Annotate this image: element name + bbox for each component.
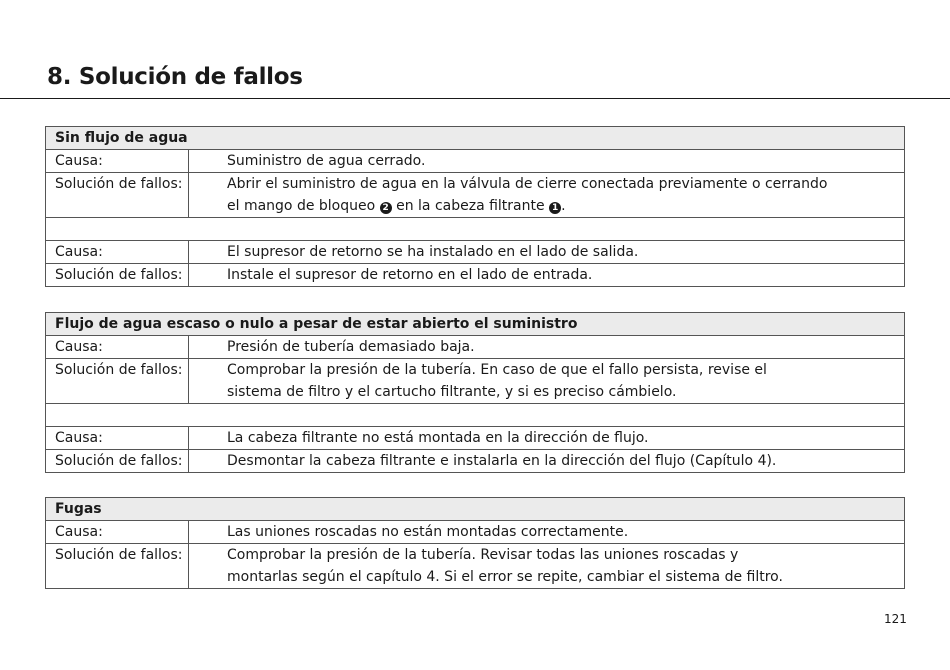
- row-label: Solución de fallos:: [46, 359, 189, 404]
- row-text-line: Comprobar la presión de la tubería. Revisar todas las uniones roscadas y: [227, 547, 739, 563]
- row-text-line: Comprobar la presión de la tubería. En caso de que el fallo persista, revise el: [227, 362, 767, 378]
- row-text: La cabeza filtrante no está montada en la dirección de flujo.: [189, 427, 905, 450]
- row-text: Desmontar la cabeza filtrante e instalarla en la dirección del flujo (Capítulo 4).: [189, 450, 905, 473]
- row-label: Causa:: [46, 150, 189, 173]
- spacer-cell: [46, 404, 905, 427]
- table-row: [46, 521, 905, 544]
- troubleshooting-table-leaks: [45, 497, 905, 589]
- table-row: [46, 544, 905, 589]
- row-text: [189, 173, 905, 218]
- spacer-row: [46, 404, 905, 427]
- row-label: Causa:: [46, 521, 189, 544]
- page-title: 8. Solución de fallos: [47, 64, 303, 90]
- row-label: Solución de fallos:: [46, 544, 189, 589]
- row-text-part: en la cabeza filtrante: [396, 198, 545, 214]
- section-header: Fugas: [46, 498, 905, 521]
- table-row: [46, 450, 905, 473]
- table-row: [46, 150, 905, 173]
- number-1-badge-icon: 1: [549, 202, 561, 214]
- troubleshooting-table-low-water-flow: [45, 312, 905, 473]
- row-text: [189, 359, 905, 404]
- section-header-row: [46, 313, 905, 336]
- row-label: Causa:: [46, 241, 189, 264]
- page-number: 121: [884, 612, 907, 626]
- table-row: [46, 359, 905, 404]
- row-label: Solución de fallos:: [46, 450, 189, 473]
- row-text-part: el mango de bloqueo: [227, 198, 376, 214]
- troubleshooting-table-no-water-flow: [45, 126, 905, 287]
- table-row: [46, 427, 905, 450]
- spacer-row: [46, 218, 905, 241]
- section-header-row: [46, 498, 905, 521]
- title-divider: [0, 98, 950, 99]
- row-text-part: .: [561, 198, 566, 214]
- row-text: El supresor de retorno se ha instalado en el lado de salida.: [189, 241, 905, 264]
- row-text-line: [227, 195, 904, 217]
- table-row: [46, 264, 905, 287]
- table-row: [46, 336, 905, 359]
- section-header: Flujo de agua escaso o nulo a pesar de estar abierto el suministro: [46, 313, 905, 336]
- row-label: Causa:: [46, 427, 189, 450]
- row-text: [189, 544, 905, 589]
- row-text-line: Abrir el suministro de agua en la válvula de cierre conectada previamente o cerrando: [227, 176, 828, 192]
- row-label: Causa:: [46, 336, 189, 359]
- table-row: [46, 241, 905, 264]
- row-text-line: montarlas según el capítulo 4. Si el error se repite, cambiar el sistema de filtro.: [227, 569, 783, 585]
- section-header-row: [46, 127, 905, 150]
- row-text: Suministro de agua cerrado.: [189, 150, 905, 173]
- row-label: Solución de fallos:: [46, 173, 189, 218]
- section-header: Sin flujo de agua: [46, 127, 905, 150]
- number-2-badge-icon: 2: [380, 202, 392, 214]
- row-text: Presión de tubería demasiado baja.: [189, 336, 905, 359]
- row-text-line: sistema de filtro y el cartucho filtrante, y si es preciso cámbielo.: [227, 384, 677, 400]
- row-text: Las uniones roscadas no están montadas correctamente.: [189, 521, 905, 544]
- row-label: Solución de fallos:: [46, 264, 189, 287]
- spacer-cell: [46, 218, 905, 241]
- table-row: [46, 173, 905, 218]
- row-text: Instale el supresor de retorno en el lado de entrada.: [189, 264, 905, 287]
